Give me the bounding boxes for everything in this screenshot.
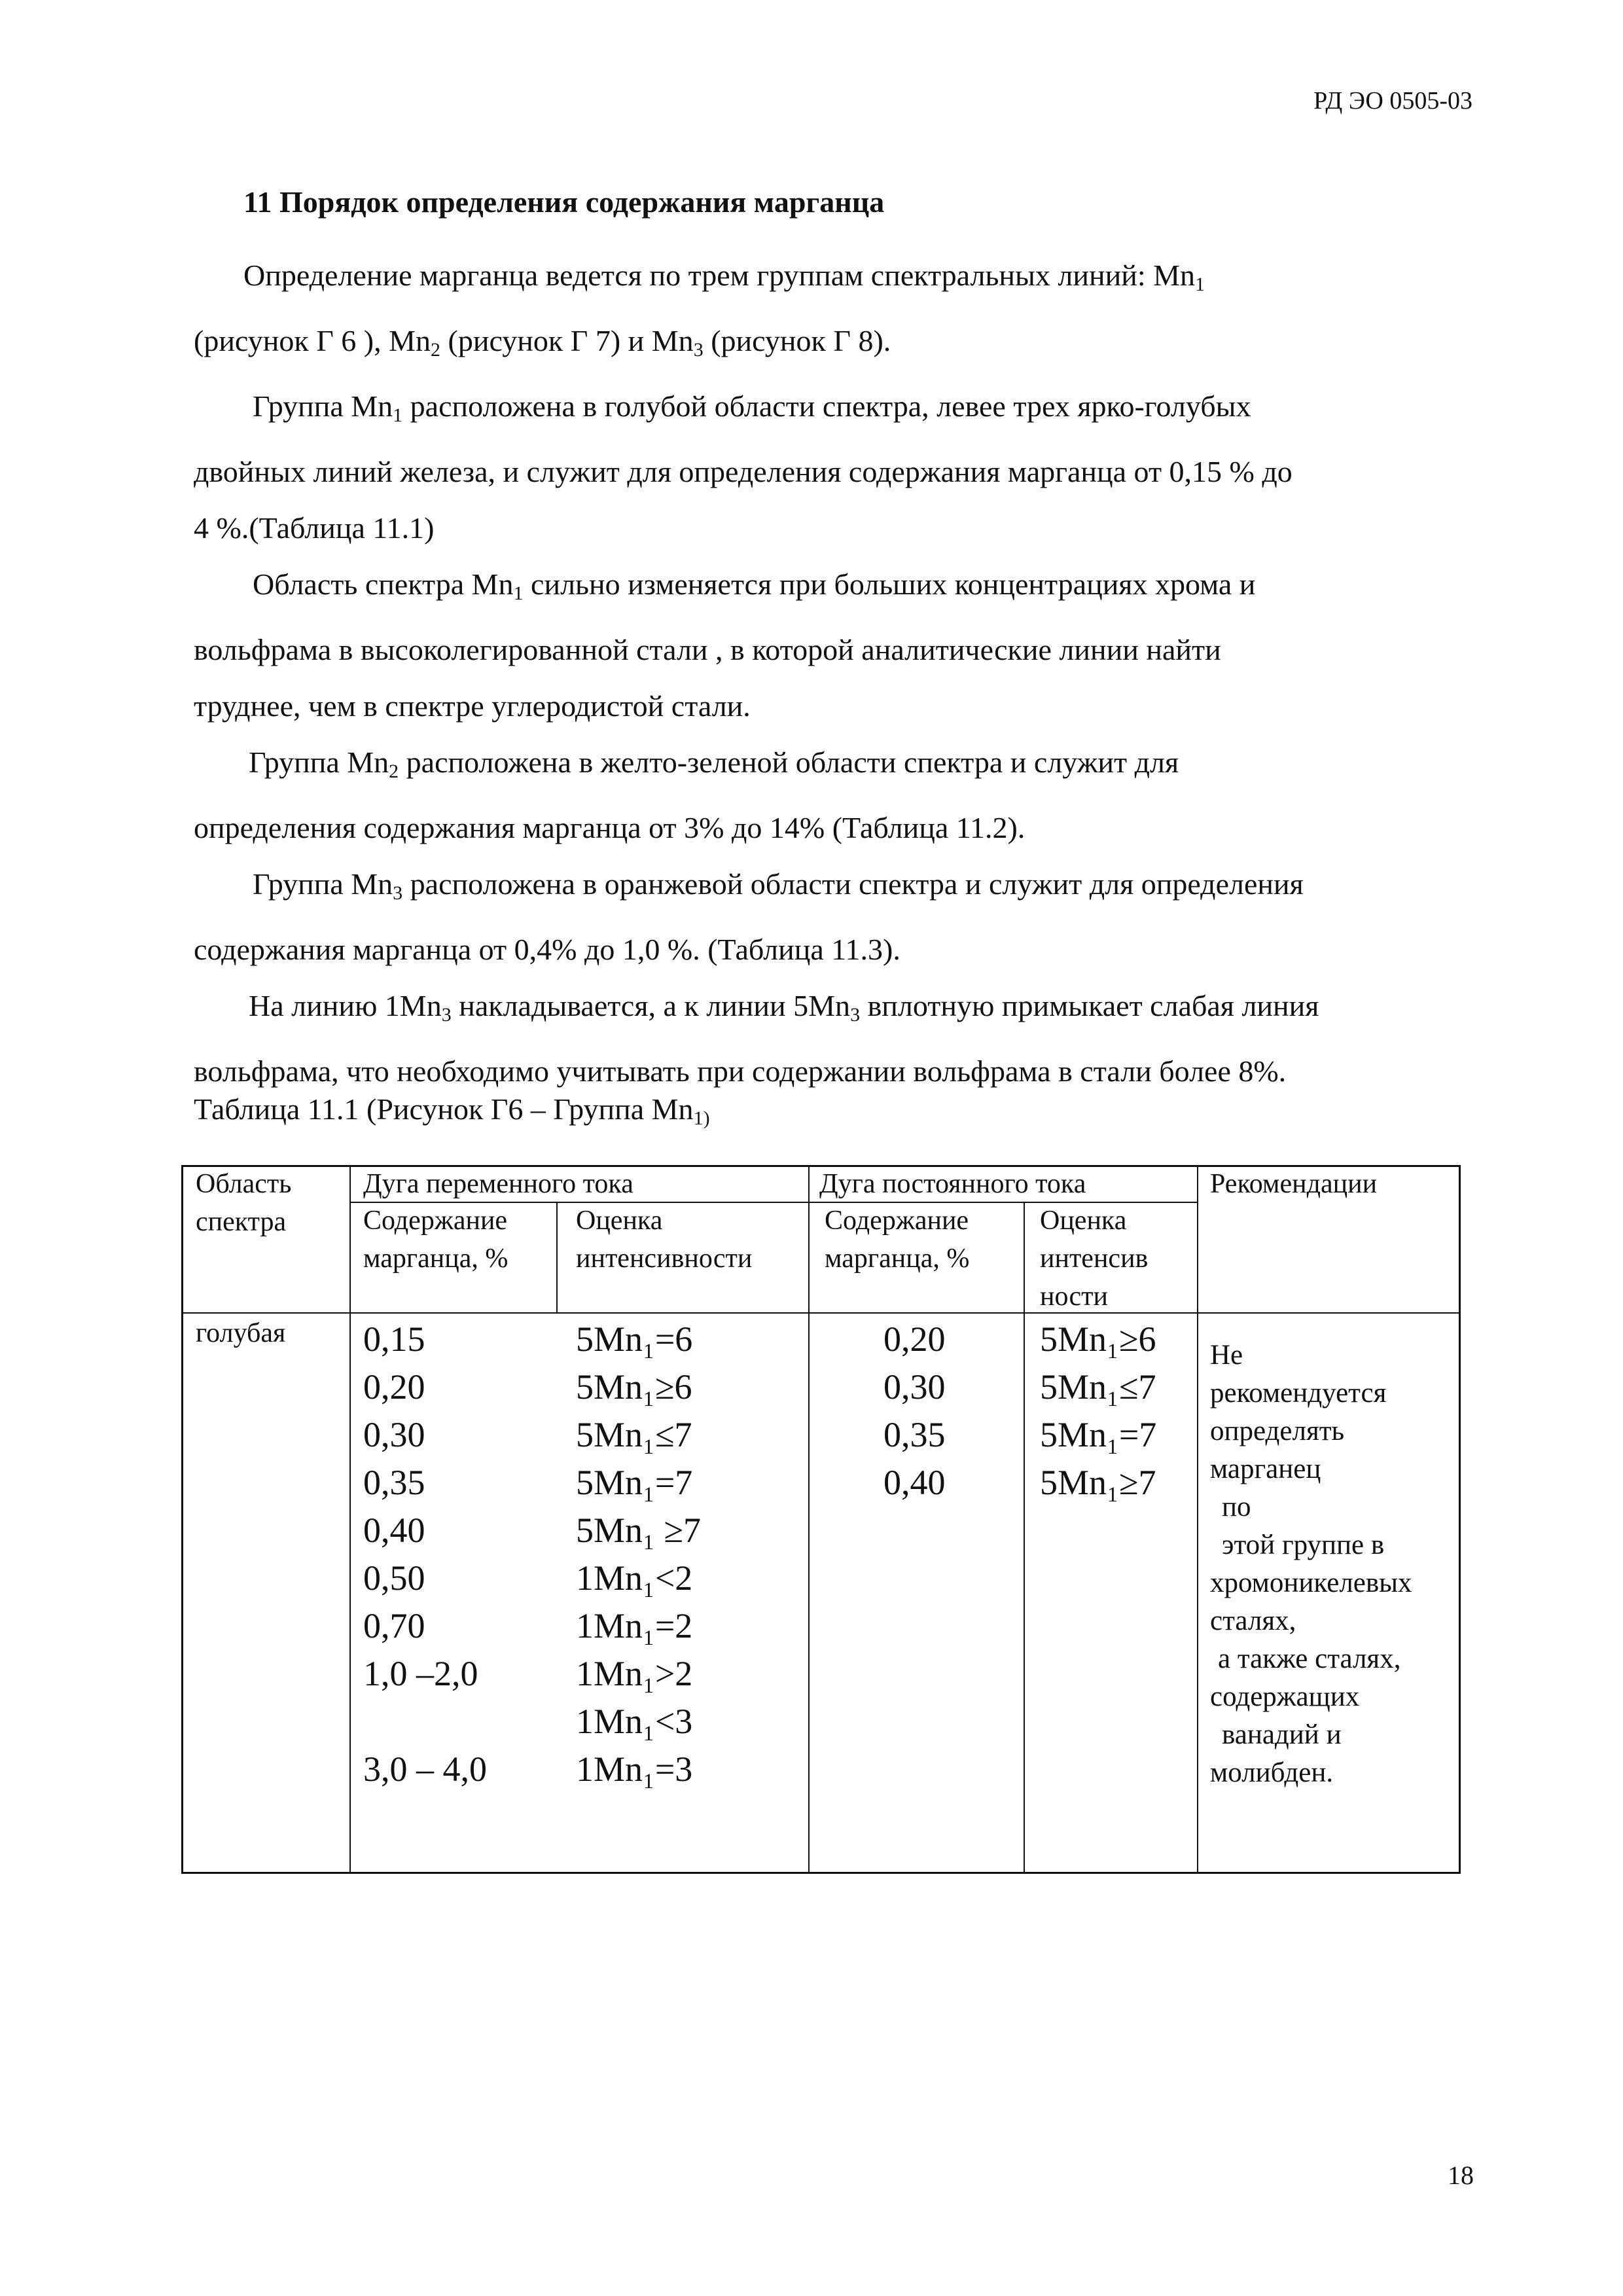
value-line: 5Mn₁=7	[1040, 1415, 1157, 1454]
value-line	[363, 1698, 487, 1746]
header-text: ности	[1040, 1282, 1108, 1312]
header-recommendations: Рекомендации	[1210, 1169, 1378, 1199]
value-line: 0,40	[883, 1463, 946, 1502]
cell-ac-content	[363, 1316, 487, 1793]
value-line: 5Mn₁=7	[576, 1463, 693, 1502]
value-line: 0,35	[363, 1463, 425, 1502]
value-line: 0,50	[363, 1558, 425, 1598]
page-number: 18	[1448, 2161, 1474, 2190]
text-line: этой группе в	[1222, 1530, 1385, 1560]
header-content	[363, 1202, 508, 1278]
text-run: вплотную примыкает слабая линия	[860, 989, 1319, 1022]
cell-ac-intensity	[576, 1316, 701, 1793]
document-code: РД ЭО 0505-03	[1313, 87, 1472, 115]
header-text: марганца, %	[825, 1244, 970, 1274]
value-line: 0,15	[363, 1319, 425, 1359]
value-line: 0,70	[363, 1606, 425, 1645]
subscript: 1)	[693, 1107, 710, 1129]
text-line: вольфрама в высоколегированной стали , в которой аналитические линии найти	[194, 633, 1221, 666]
text-line: рекомендуется	[1210, 1378, 1387, 1408]
value-line: 5Mn₁≤7	[1040, 1367, 1156, 1407]
value-line: 0,30	[363, 1415, 425, 1454]
header-dc-content	[825, 1202, 969, 1278]
text-line: хромоникелевых	[1210, 1568, 1412, 1598]
table-caption	[194, 1092, 710, 1130]
subscript: 1	[513, 583, 524, 604]
body-text	[194, 247, 1476, 1100]
subscript: 3	[393, 882, 403, 904]
text-line: а также сталях,	[1218, 1643, 1401, 1674]
value-line: 1Mn₁=2	[576, 1606, 693, 1645]
text-line	[194, 378, 1476, 444]
header-text: спектра	[196, 1207, 287, 1237]
cell-region: голубая	[196, 1318, 286, 1348]
header-text: Содержание	[825, 1206, 969, 1236]
text-run: Группа Mn	[253, 867, 393, 901]
text-run: расположена в голубой области спектра, левее трех ярко-голубых	[402, 389, 1251, 423]
value-line: 5Mn₁≥6	[576, 1367, 692, 1407]
text-line: определять	[1210, 1416, 1345, 1446]
subscript: 3	[693, 339, 704, 361]
value-line: 1Mn₁<2	[576, 1558, 693, 1598]
text-run: (рисунок Г 7) и Mn	[440, 324, 694, 357]
text-run: Группа Mn	[253, 389, 393, 423]
paragraph-6	[194, 978, 1476, 1100]
text-line: 4 %.(Таблица 11.1)	[194, 511, 435, 545]
value-line: 1,0 –2,0	[363, 1654, 478, 1693]
header-text: интенсивности	[576, 1244, 753, 1274]
column-divider	[1197, 1165, 1198, 1874]
column-divider	[349, 1165, 351, 1874]
text-run: Определение марганца ведется по трем группам спектральных линий: Mn	[243, 259, 1196, 292]
section-heading: 11 Порядок определения содержания марганца	[243, 185, 885, 219]
header-text: Оценка	[1040, 1206, 1127, 1236]
value-line: 0,20	[883, 1319, 946, 1359]
value-line: 5Mn₁≥6	[1040, 1319, 1156, 1359]
text-run: накладывается, а к линии 5Mn	[451, 989, 851, 1022]
subscript: 1	[1195, 274, 1205, 295]
text-run: расположена в желто-зеленой области спектра и служит для	[399, 745, 1179, 779]
value-line: 5Mn₁ ≥7	[576, 1511, 701, 1550]
value-line: 0,20	[363, 1367, 425, 1407]
subscript: 3	[441, 1004, 452, 1026]
paragraph-5	[194, 856, 1476, 978]
value-line: 0,40	[363, 1511, 425, 1550]
text-line: двойных линий железа, и служит для определения содержания марганца от 0,15 % до	[194, 455, 1293, 488]
value-line: 0,30	[883, 1367, 946, 1407]
text-line: содержания марганца от 0,4% до 1,0 %. (Таблица 11.3).	[194, 933, 901, 966]
text-line: вольфрама, что необходимо учитывать при содержании вольфрама в стали более 8%.	[194, 1054, 1287, 1088]
value-line: 5Mn₁=6	[576, 1319, 693, 1359]
text-line: молибден.	[1210, 1757, 1334, 1788]
header-text: Содержание	[363, 1206, 508, 1236]
column-divider	[1024, 1202, 1025, 1874]
text-line	[194, 978, 1476, 1043]
header-text: интенсив	[1040, 1244, 1149, 1274]
text-line: Не	[1210, 1340, 1243, 1371]
header-text: Оценка	[576, 1206, 663, 1236]
header-text: марганца, %	[363, 1244, 508, 1274]
text-line: по	[1222, 1492, 1251, 1522]
paragraph-1	[194, 247, 1476, 378]
paragraph-2	[194, 378, 1476, 556]
text-line	[194, 313, 1476, 378]
text-line: труднее, чем в спектре углеродистой стали.	[194, 689, 751, 723]
text-run: (рисунок Г 6 ), Mn	[194, 324, 431, 357]
text-line	[194, 556, 1476, 622]
header-region	[196, 1165, 291, 1241]
text-line: сталях,	[1210, 1605, 1296, 1636]
text-line	[194, 856, 1476, 922]
subscript: 2	[431, 339, 441, 361]
text-run: Группа Mn	[249, 745, 389, 779]
header-intensity	[576, 1202, 752, 1278]
subscript: 1	[393, 404, 403, 426]
manganese-table	[181, 1165, 1461, 1885]
value-line: 1Mn₁=3	[576, 1749, 693, 1789]
table-border-left	[181, 1165, 183, 1874]
value-line: 0,35	[883, 1415, 946, 1454]
cell-dc-content	[883, 1316, 946, 1507]
text-run: (рисунок Г 8).	[703, 324, 891, 357]
value-line: 5Mn₁≤7	[576, 1415, 692, 1454]
header-text: Область	[196, 1169, 292, 1199]
paragraph-4	[194, 734, 1476, 856]
value-line: 3,0 – 4,0	[363, 1749, 487, 1789]
header-dc-intensity	[1040, 1202, 1148, 1316]
text-line: определения содержания марганца от 3% до 14% (Таблица 11.2).	[194, 811, 1026, 844]
table-border-bottom	[181, 1872, 1461, 1874]
header-dc-arc: Дуга постоянного тока	[819, 1169, 1086, 1199]
paragraph-3	[194, 556, 1476, 734]
text-line	[194, 734, 1476, 800]
subscript: 2	[389, 761, 399, 782]
text-line	[194, 247, 1476, 313]
value-line: 5Mn₁≥7	[1040, 1463, 1156, 1502]
column-divider	[556, 1202, 558, 1312]
text-line: ванадий и	[1222, 1719, 1342, 1750]
subscript: 3	[850, 1004, 861, 1026]
header-bottom-rule	[181, 1312, 1461, 1314]
value-line: 1Mn₁>2	[576, 1654, 693, 1693]
text-run: сильно изменяется при больших концентрациях хрома и	[523, 567, 1256, 601]
text-run: Область спектра Mn	[253, 567, 514, 601]
cell-dc-intensity	[1040, 1316, 1156, 1507]
text-line: содержащих	[1210, 1681, 1360, 1712]
table-border-right	[1459, 1165, 1461, 1874]
value-line: 1Mn₁<3	[576, 1702, 693, 1741]
text-line: марганец	[1210, 1454, 1321, 1484]
column-divider	[808, 1165, 810, 1874]
header-ac-arc: Дуга переменного тока	[363, 1169, 633, 1199]
caption-text: Таблица 11.1 (Рисунок Г6 – Группа Mn	[194, 1092, 694, 1126]
text-run: расположена в оранжевой области спектра и служит для определения	[402, 867, 1304, 901]
text-run: На линию 1Mn	[249, 989, 442, 1022]
cell-recommendation	[1210, 1336, 1412, 1792]
